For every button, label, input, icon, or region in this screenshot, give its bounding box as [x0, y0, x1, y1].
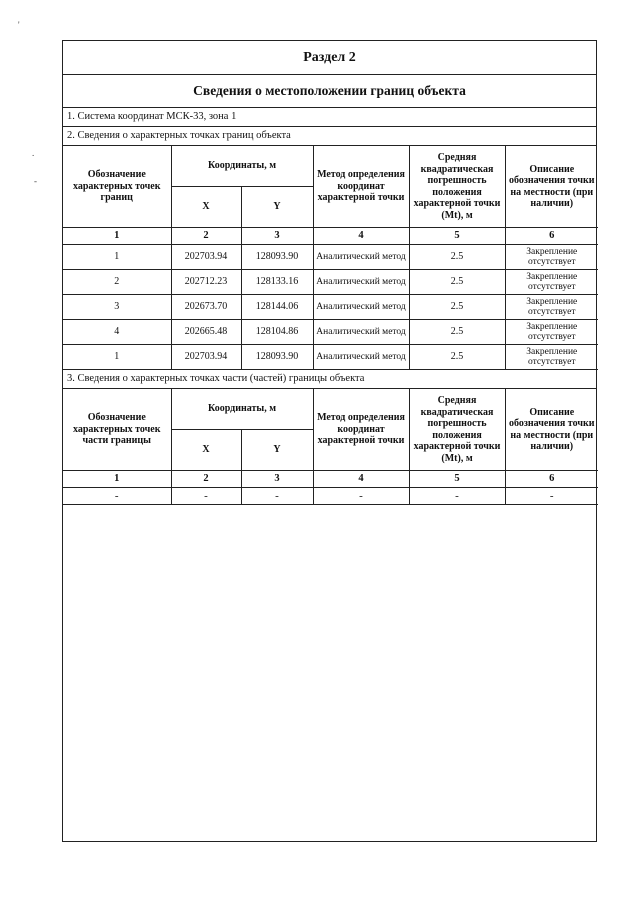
coord-x: 202665.48: [171, 320, 241, 345]
coord-y: 128104.86: [241, 320, 313, 345]
table-row: [63, 345, 598, 370]
point-number: 2: [63, 270, 171, 295]
description-cell: Закрепление отсутствует: [505, 295, 598, 320]
table-row: [63, 320, 598, 345]
point-number: 4: [63, 320, 171, 345]
column-number: 2: [171, 471, 241, 488]
table-row: [63, 245, 598, 270]
description-cell: Закрепление отсутствует: [505, 345, 598, 370]
coord-y: 128093.90: [241, 345, 313, 370]
column-number: 5: [409, 471, 505, 488]
error-cell: 2.5: [409, 320, 505, 345]
error-cell: 2.5: [409, 345, 505, 370]
header-coordinates: Координаты, м: [171, 146, 313, 187]
scan-mark: -: [34, 176, 37, 186]
column-number: 5: [409, 228, 505, 245]
scan-mark: ': [18, 20, 20, 30]
column-number: 4: [313, 228, 409, 245]
description-cell: Закрепление отсутствует: [505, 245, 598, 270]
document-frame: [62, 40, 597, 842]
coord-x: 202673.70: [171, 295, 241, 320]
table-header-row: [63, 146, 598, 187]
header-designation: Обозначение характерных точек части границы: [63, 389, 171, 471]
header-y: Y: [241, 430, 313, 471]
coord-y: -: [241, 488, 313, 505]
header-error: Средняя квадратическая погрешность положения характерной точки (Mt), м: [409, 389, 505, 471]
header-x: X: [171, 430, 241, 471]
coord-y: 128144.06: [241, 295, 313, 320]
part-boundary-points-table: [63, 389, 598, 505]
header-method: Метод определения координат характерной точки: [313, 389, 409, 471]
error-cell: 2.5: [409, 270, 505, 295]
header-x: X: [171, 187, 241, 228]
description-cell: Закрепление отсутствует: [505, 320, 598, 345]
table-row: [63, 295, 598, 320]
column-number: 2: [171, 228, 241, 245]
coord-y: 128133.16: [241, 270, 313, 295]
error-cell: 2.5: [409, 245, 505, 270]
column-number: 1: [63, 471, 171, 488]
header-description: Описание обозначения точки на местности (при наличии): [505, 146, 598, 228]
header-description: Описание обозначения точки на местности (при наличии): [505, 389, 598, 471]
table-header-row: [63, 389, 598, 430]
coord-x: 202712.23: [171, 270, 241, 295]
point-number: 1: [63, 245, 171, 270]
coord-x: -: [171, 488, 241, 505]
coord-x: 202703.94: [171, 345, 241, 370]
coord-x: 202703.94: [171, 245, 241, 270]
parts-section-heading: 3. Сведения о характерных точках части (частей) границы объекта: [63, 370, 596, 389]
point-number: 1: [63, 345, 171, 370]
error-cell: 2.5: [409, 295, 505, 320]
method-cell: Аналитический метод: [313, 245, 409, 270]
method-cell: -: [313, 488, 409, 505]
coordinate-system-line: 1. Система координат МСК-33, зона 1: [63, 108, 596, 127]
column-number: 3: [241, 228, 313, 245]
document-subtitle: Сведения о местоположении границ объекта: [63, 75, 596, 108]
points-section-heading: 2. Сведения о характерных точках границ объекта: [63, 127, 596, 146]
column-number-row: [63, 471, 598, 488]
header-coordinates: Координаты, м: [171, 389, 313, 430]
scan-mark: .: [32, 148, 35, 158]
description-cell: Закрепление отсутствует: [505, 270, 598, 295]
column-number: 6: [505, 228, 598, 245]
header-error: Средняя квадратическая погрешность положения характерной точки (Mt), м: [409, 146, 505, 228]
column-number: 6: [505, 471, 598, 488]
column-number-row: [63, 228, 598, 245]
error-cell: -: [409, 488, 505, 505]
header-designation: Обозначение характерных точек границ: [63, 146, 171, 228]
table-row: [63, 270, 598, 295]
section-title: Раздел 2: [63, 41, 596, 75]
column-number: 4: [313, 471, 409, 488]
method-cell: Аналитический метод: [313, 320, 409, 345]
method-cell: Аналитический метод: [313, 345, 409, 370]
boundary-points-table: [63, 146, 598, 370]
coord-y: 128093.90: [241, 245, 313, 270]
column-number: 1: [63, 228, 171, 245]
method-cell: Аналитический метод: [313, 270, 409, 295]
table-row: [63, 488, 598, 505]
point-number: -: [63, 488, 171, 505]
point-number: 3: [63, 295, 171, 320]
method-cell: Аналитический метод: [313, 295, 409, 320]
header-method: Метод определения координат характерной точки: [313, 146, 409, 228]
column-number: 3: [241, 471, 313, 488]
header-y: Y: [241, 187, 313, 228]
description-cell: -: [505, 488, 598, 505]
